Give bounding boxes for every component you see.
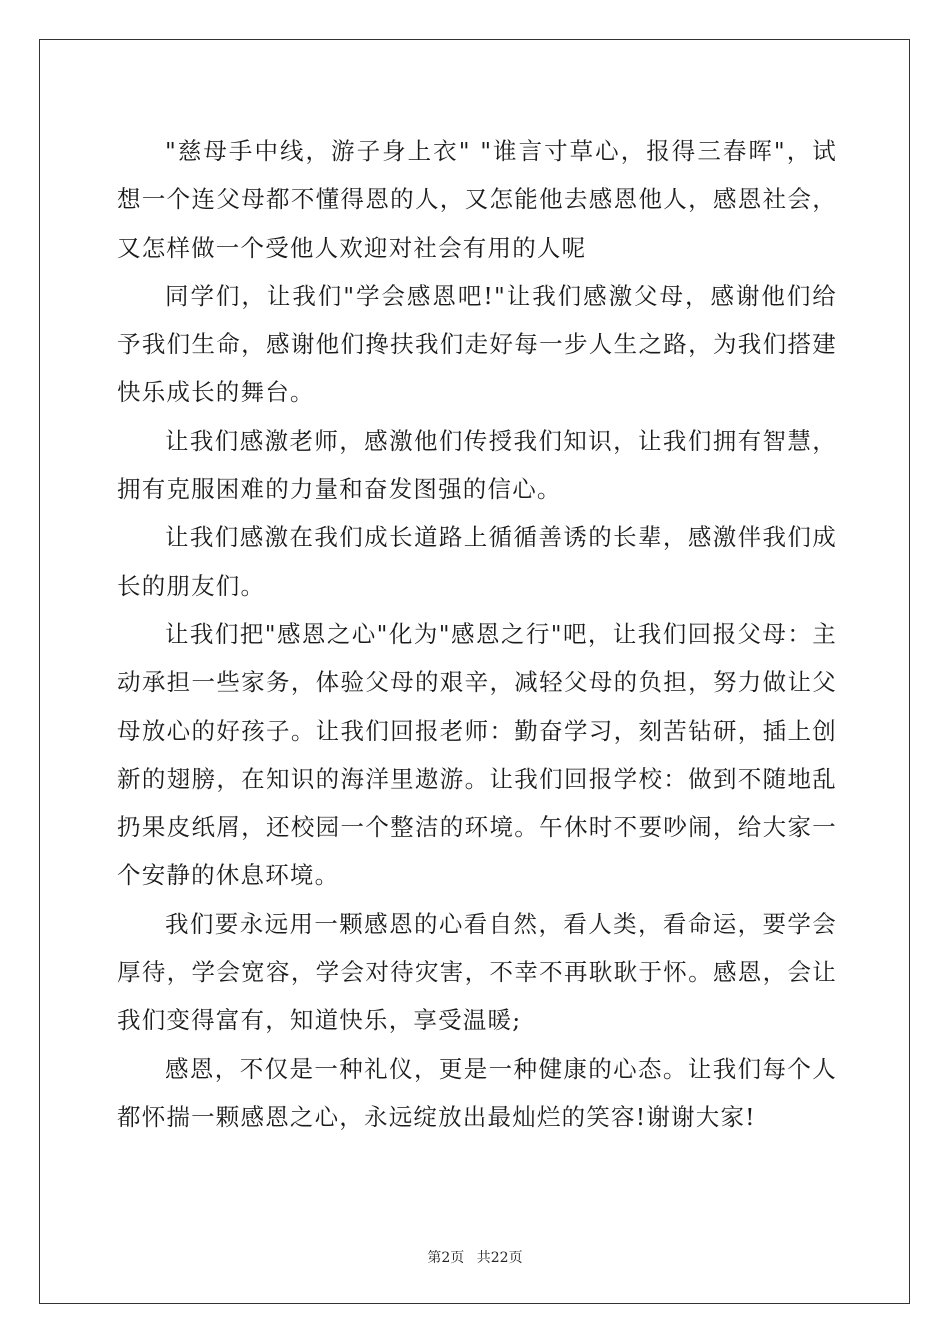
page-footer: [0, 1247, 950, 1267]
page-total: 共22页: [476, 1250, 523, 1266]
paragraph: 同学们，让我们"学会感恩吧!"让我们感激父母，感谢他们给予我们生命，感谢他们搀扶我们走好每一步人生之路，为我们搭建快乐成长的舞台。: [117, 281, 837, 407]
paragraph: 让我们把"感恩之心"化为"感恩之行"吧，让我们回报父母：主动承担一些家务，体验父母的艰辛，减轻父母的负担，努力做让父母放心的好孩子。让我们回报老师：勤奋学习，刻苦钻研，插上创新的翅膀，在知识的海洋里遨游。让我们回报学校：做到不随地乱扔果皮纸屑，还校园一个整洁的环境。午休时不要吵闹，给大家一个安静的休息环境。: [117, 619, 837, 890]
paragraph: 感恩，不仅是一种礼仪，更是一种健康的心态。让我们每个人都怀揣一颗感恩之心，永远绽放出最灿烂的笑容!谢谢大家!: [117, 1054, 837, 1131]
page-number: 第2页: [427, 1250, 465, 1266]
paragraph: "慈母手中线，游子身上衣" "谁言寸草心，报得三春晖"，试想一个连父母都不懂得恩的人，又怎能他去感恩他人，感恩社会，又怎样做一个受他人欢迎对社会有用的人呢: [117, 137, 837, 262]
document-body: [117, 127, 837, 1141]
paragraph: 让我们感激老师，感激他们传授我们知识，让我们拥有智慧，拥有克服困难的力量和奋发图强的信心。: [117, 426, 837, 504]
paragraph: 让我们感激在我们成长道路上循循善诱的长辈，感激伴我们成长的朋友们。: [117, 523, 837, 600]
paragraph: 我们要永远用一颗感恩的心看自然，看人类，看命运，要学会厚待，学会宽容，学会对待灾害，不幸不再耿耿于怀。感恩，会让我们变得富有，知道快乐，享受温暖;: [117, 909, 837, 1035]
